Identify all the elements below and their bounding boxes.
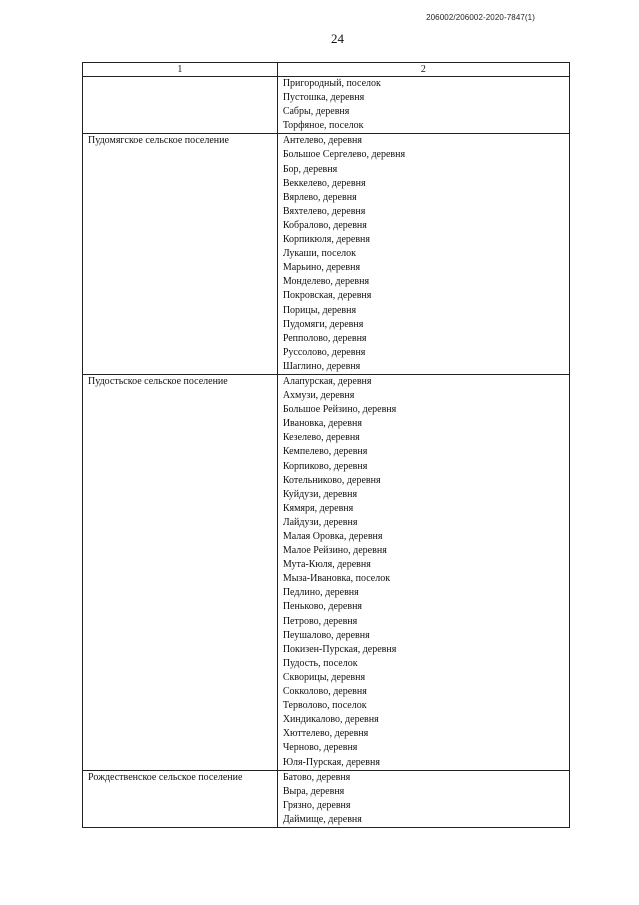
localities-cell xyxy=(277,134,569,375)
locality-item: Руссолово, деревня xyxy=(282,346,366,358)
locality-item: Пригородный, поселок xyxy=(282,78,381,89)
table-row xyxy=(83,77,570,134)
locality-item: Пустошка, деревня xyxy=(282,92,365,104)
locality-item: Ивановка, деревня xyxy=(282,418,362,430)
locality-item: Вярлево, деревня xyxy=(282,191,357,203)
locality-item: Педлино, деревня xyxy=(282,587,359,599)
locality-item: Скворицы, деревня xyxy=(282,671,366,683)
locality-item: Грязно, деревня xyxy=(282,799,351,811)
locality-item: Торфяное, поселок xyxy=(282,120,364,132)
locality-item: Кямяря, деревня xyxy=(282,502,354,514)
locality-item: Кобралово, деревня xyxy=(282,219,367,231)
locality-item: Котельниково, деревня xyxy=(282,474,381,486)
locality-item: Репполово, деревня xyxy=(282,332,367,344)
locality-item: Покизен-Пурская, деревня xyxy=(282,643,397,655)
table-header-row xyxy=(83,63,570,77)
locality-item: Порицы, деревня xyxy=(282,304,357,316)
settlement-cell xyxy=(83,77,278,134)
locality-item: Мута-Кюля, деревня xyxy=(282,559,371,571)
locality-item: Кезелево, деревня xyxy=(282,432,360,444)
locality-item: Юля-Пурская, деревня xyxy=(282,756,380,768)
table-body xyxy=(83,77,570,828)
locality-item: Корпикюля, деревня xyxy=(282,234,370,246)
locality-item: Даймище, деревня xyxy=(282,813,362,825)
locality-item: Лукаши, поселок xyxy=(282,248,356,260)
localities-cell xyxy=(277,770,569,827)
table-row xyxy=(83,770,570,827)
locality-item: Покровская, деревня xyxy=(282,290,372,302)
locality-item: Пеушалово, деревня xyxy=(282,629,370,641)
locality-item: Лайдузи, деревня xyxy=(282,516,358,528)
locality-item: Алапурская, деревня xyxy=(282,375,372,387)
locality-item: Антелево, деревня xyxy=(282,135,362,147)
settlement-cell: Пудостьское сельское поселение xyxy=(83,374,278,770)
locality-item: Пудость, поселок xyxy=(282,657,358,669)
locality-item: Бор, деревня xyxy=(282,163,338,175)
locality-item: Малое Рейзино, деревня xyxy=(282,545,387,557)
settlement-cell: Рождественское сельское поселение xyxy=(83,770,278,827)
locality-item: Куйдузи, деревня xyxy=(282,488,358,500)
locality-item: Пудомяги, деревня xyxy=(282,318,364,330)
column-header-1: 1 xyxy=(83,63,278,77)
table-row xyxy=(83,374,570,770)
locality-item: Марьино, деревня xyxy=(282,262,361,274)
locality-item: Хюттелево, деревня xyxy=(282,728,369,740)
locality-item: Веккелево, деревня xyxy=(282,177,366,189)
locality-item: Выра, деревня xyxy=(282,785,345,797)
locality-item: Шаглино, деревня xyxy=(282,360,361,372)
locality-item: Малая Оровка, деревня xyxy=(282,531,383,542)
locality-item: Вяхтелево, деревня xyxy=(282,205,366,217)
locality-item: Мыза-Ивановка, поселок xyxy=(282,573,391,585)
locality-item: Черново, деревня xyxy=(282,742,358,754)
locality-item: Хиндикалово, деревня xyxy=(282,714,379,726)
locality-item: Батово, деревня xyxy=(282,771,351,783)
locality-item: Сокколово, деревня xyxy=(282,686,367,698)
column-header-2: 2 xyxy=(277,63,569,77)
localities-cell xyxy=(277,374,569,770)
page-number: 24 xyxy=(331,31,344,46)
locality-item: Петрово, деревня xyxy=(282,615,358,627)
table-row xyxy=(83,134,570,375)
locality-item: Кемпелево, деревня xyxy=(282,446,368,458)
locality-item: Большое Рейзино, деревня xyxy=(282,404,397,416)
locality-item: Монделево, деревня xyxy=(282,276,370,288)
table-header xyxy=(83,63,570,77)
localities-cell xyxy=(277,77,569,134)
locality-item: Сабры, деревня xyxy=(282,106,350,118)
locality-item: Большое Сергелево, деревня xyxy=(282,149,406,161)
locality-item: Ахмузи, деревня xyxy=(282,390,355,402)
document-id: 206002/206002-2020-7847(1) xyxy=(426,13,535,22)
locality-item: Терволово, поселок xyxy=(282,700,367,712)
locality-item: Пеньково, деревня xyxy=(282,601,363,613)
settlements-table xyxy=(82,62,570,828)
locality-item: Корпиково, деревня xyxy=(282,460,368,472)
settlement-cell: Пудомягское сельское поселение xyxy=(83,134,278,375)
